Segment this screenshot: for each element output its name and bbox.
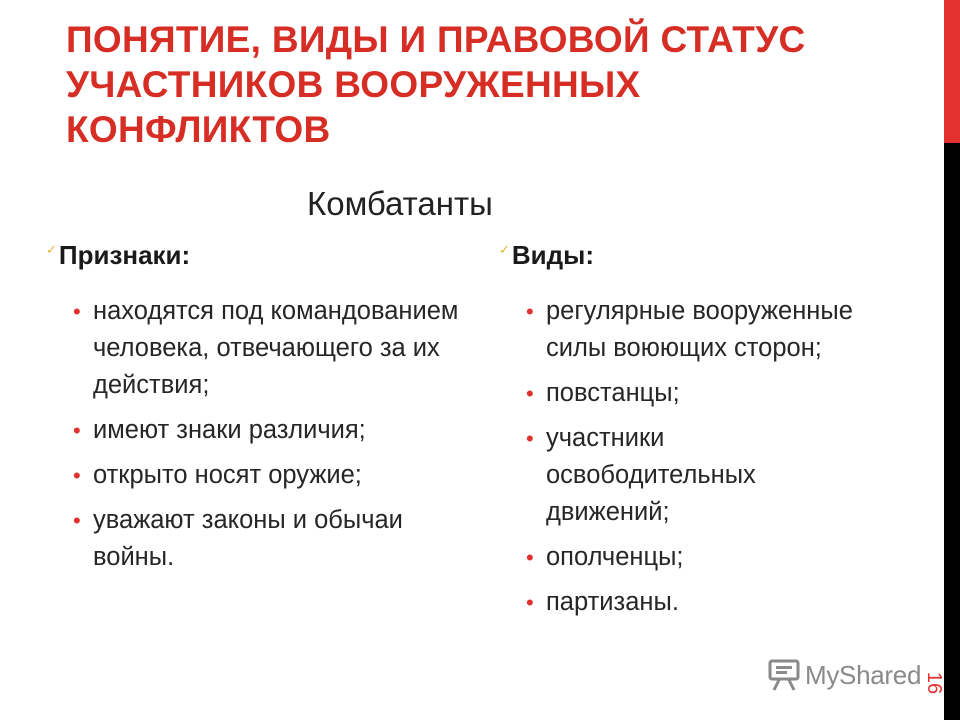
list-item <box>526 293 856 367</box>
list-item-text: повстанцы; <box>546 379 680 407</box>
list-item-text: имеют знаки различия; <box>93 416 366 444</box>
list-item <box>526 584 856 621</box>
side-bar-accent <box>944 0 960 143</box>
signs-list <box>73 293 473 584</box>
title-line: КОНФЛИКТОВ <box>66 109 331 150</box>
left-column-heading <box>46 240 190 271</box>
types-list <box>526 293 856 629</box>
watermark-logo <box>767 655 921 695</box>
list-item <box>73 457 473 494</box>
list-item-text: уважают законы и обычаи войны. <box>93 506 403 571</box>
list-item-text: регулярные вооруженные силы воюющих сторон; <box>546 297 853 362</box>
list-item <box>73 502 473 576</box>
bullet-icon: • <box>526 299 534 324</box>
list-item <box>526 539 856 576</box>
list-item <box>526 375 856 412</box>
list-item <box>73 293 473 404</box>
list-item-text: партизаны. <box>546 588 679 616</box>
bullet-icon: • <box>73 418 81 443</box>
list-item-text: ополченцы; <box>546 543 684 571</box>
bullet-icon: • <box>526 426 534 451</box>
list-item-text: находятся под командованием человека, отвечающего за их действия; <box>93 297 459 399</box>
bullet-icon: • <box>526 381 534 406</box>
bullet-icon: • <box>526 545 534 570</box>
left-heading-text: Признаки: <box>58 240 191 270</box>
bullet-icon: • <box>73 299 81 324</box>
list-item-text: участники освободительных движений; <box>546 424 756 526</box>
right-column-heading <box>499 240 594 271</box>
checkmark-icon: ✓ <box>46 242 57 257</box>
bullet-icon: • <box>526 590 534 615</box>
watermark-text: MyShared <box>805 659 922 690</box>
checkmark-icon: ✓ <box>499 242 510 257</box>
presentation-board-icon <box>767 659 801 691</box>
bullet-icon: • <box>73 508 81 533</box>
bullet-icon: • <box>73 463 81 488</box>
list-item <box>526 420 856 531</box>
right-heading-text: Виды: <box>511 240 595 270</box>
side-bar <box>944 0 960 720</box>
page-number: 16 <box>923 671 945 695</box>
title-line: УЧАСТНИКОВ ВООРУЖЕННЫХ <box>66 64 641 105</box>
list-item-text: открыто носят оружие; <box>93 461 362 489</box>
slide-subtitle: Комбатанты <box>307 185 493 222</box>
list-item <box>73 412 473 449</box>
title-line: ПОНЯТИЕ, ВИДЫ И ПРАВОВОЙ СТАТУС <box>66 19 806 60</box>
slide-title <box>66 17 926 152</box>
